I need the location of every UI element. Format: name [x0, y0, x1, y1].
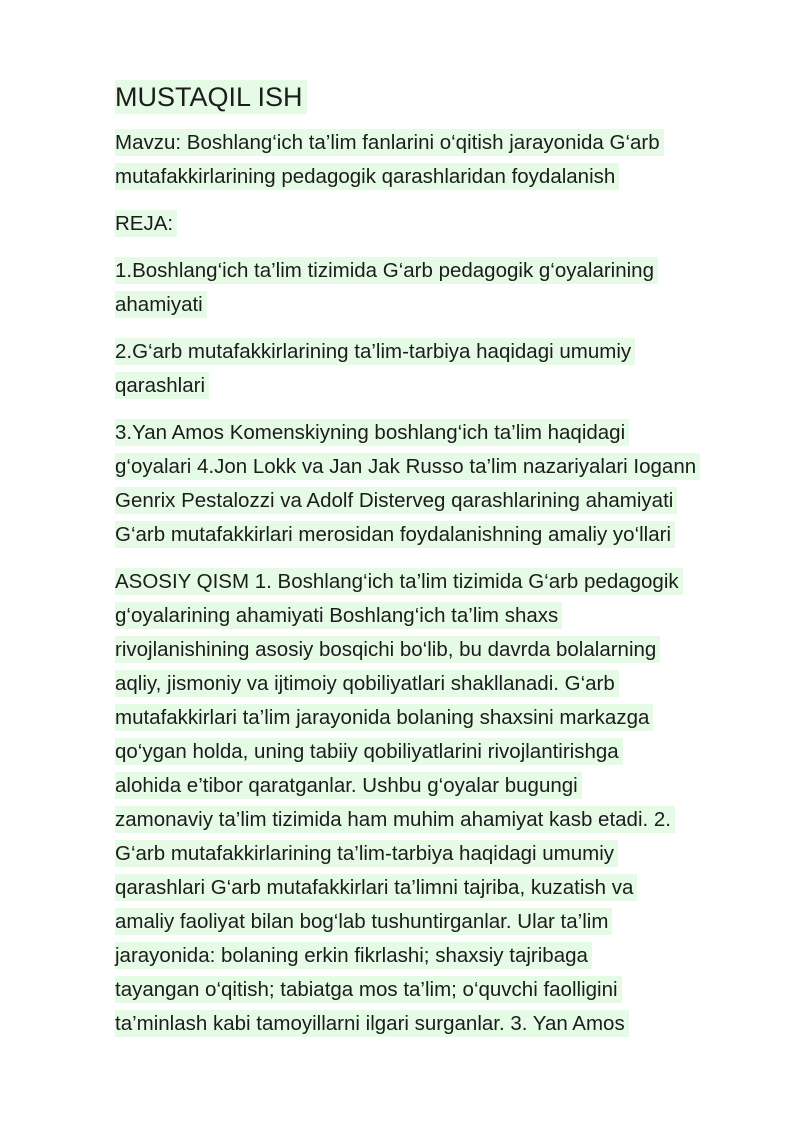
highlighted-text: 3.Yan Amos Komenskiyning boshlang‘ich ta’lim haqidagi: [115, 419, 629, 446]
paragraph: [115, 126, 760, 194]
text-line: [115, 973, 760, 1007]
document-title: [115, 78, 760, 116]
text-line: [115, 905, 760, 939]
highlighted-text: REJA:: [115, 210, 177, 237]
text-line: [115, 701, 760, 735]
text-line: [115, 450, 760, 484]
highlighted-text: zamonaviy ta’lim tizimida ham muhim ahamiyat kasb etadi. 2.: [115, 806, 675, 833]
text-line: [115, 335, 760, 369]
highlighted-text: G‘arb mutafakkirlari merosidan foydalanishning amaliy yo‘llari: [115, 521, 675, 548]
highlighted-text: amaliy faoliyat bilan bog‘lab tushuntirganlar. Ular ta’lim: [115, 908, 612, 935]
highlighted-text: 2.G‘arb mutafakkirlarining ta’lim-tarbiya haqidagi umumiy: [115, 338, 635, 365]
highlighted-text: ahamiyati: [115, 291, 207, 318]
highlighted-text: aqliy, jismoniy va ijtimoiy qobiliyatlari shakllanadi. G‘arb: [115, 670, 619, 697]
highlighted-text: mutafakkirlari ta’lim jarayonida bolaning shaxsini markazga: [115, 704, 653, 731]
text-line: [115, 667, 760, 701]
highlighted-text: tayangan o‘qitish; tabiatga mos ta’lim; o‘quvchi faolligini: [115, 976, 622, 1003]
highlighted-text: g‘oyalarining ahamiyati Boshlang‘ich ta’lim shaxs: [115, 602, 562, 629]
highlighted-text: ASOSIY QISM 1. Boshlang‘ich ta’lim tizimida G‘arb pedagogik: [115, 568, 683, 595]
text-line: [115, 599, 760, 633]
text-line: [115, 369, 760, 403]
text-line: [115, 207, 760, 241]
text-line: [115, 803, 760, 837]
paragraph: [115, 416, 760, 552]
highlighted-text: Mavzu: Boshlang‘ich ta’lim fanlarini o‘qitish jarayonida G‘arb: [115, 129, 664, 156]
highlighted-text: alohida e’tibor qaratganlar. Ushbu g‘oyalar bugungi: [115, 772, 582, 799]
highlighted-text: G‘arb mutafakkirlarining ta’lim-tarbiya haqidagi umumiy: [115, 840, 618, 867]
text-line: [115, 633, 760, 667]
text-line: [115, 126, 760, 160]
highlighted-text: g‘oyalari 4.Jon Lokk va Jan Jak Russo ta’lim nazariyalari Iogann: [115, 453, 700, 480]
text-line: [115, 1007, 760, 1041]
text-line: [115, 288, 760, 322]
text-line: [115, 416, 760, 450]
highlighted-text: jarayonida: bolaning erkin fikrlashi; shaxsiy tajribaga: [115, 942, 592, 969]
paragraph: [115, 565, 760, 1041]
highlighted-text: qo‘ygan holda, uning tabiiy qobiliyatlarini rivojlantirishga: [115, 738, 623, 765]
text-line: [115, 160, 760, 194]
text-line: [115, 254, 760, 288]
text-line: [115, 871, 760, 905]
text-line: [115, 837, 760, 871]
title-text: MUSTAQIL ISH: [115, 80, 307, 114]
highlighted-text: qarashlari G‘arb mutafakkirlari ta’limni tajriba, kuzatish va: [115, 874, 637, 901]
text-line: [115, 565, 760, 599]
document-page: [115, 78, 760, 1054]
paragraph: [115, 254, 760, 322]
highlighted-text: ta’minlash kabi tamoyillarni ilgari surganlar. 3. Yan Amos: [115, 1010, 629, 1037]
text-line: [115, 769, 760, 803]
paragraph: [115, 335, 760, 403]
highlighted-text: rivojlanishining asosiy bosqichi bo‘lib, bu davrda bolalarning: [115, 636, 660, 663]
highlighted-text: mutafakkirlarining pedagogik qarashlaridan foydalanish: [115, 163, 619, 190]
paragraph: [115, 207, 760, 241]
document-body: [115, 126, 760, 1041]
text-line: [115, 484, 760, 518]
text-line: [115, 939, 760, 973]
text-line: [115, 518, 760, 552]
highlighted-text: 1.Boshlang‘ich ta’lim tizimida G‘arb pedagogik g‘oyalarining: [115, 257, 658, 284]
text-line: [115, 735, 760, 769]
highlighted-text: qarashlari: [115, 372, 209, 399]
highlighted-text: Genrix Pestalozzi va Adolf Disterveg qarashlarining ahamiyati: [115, 487, 677, 514]
